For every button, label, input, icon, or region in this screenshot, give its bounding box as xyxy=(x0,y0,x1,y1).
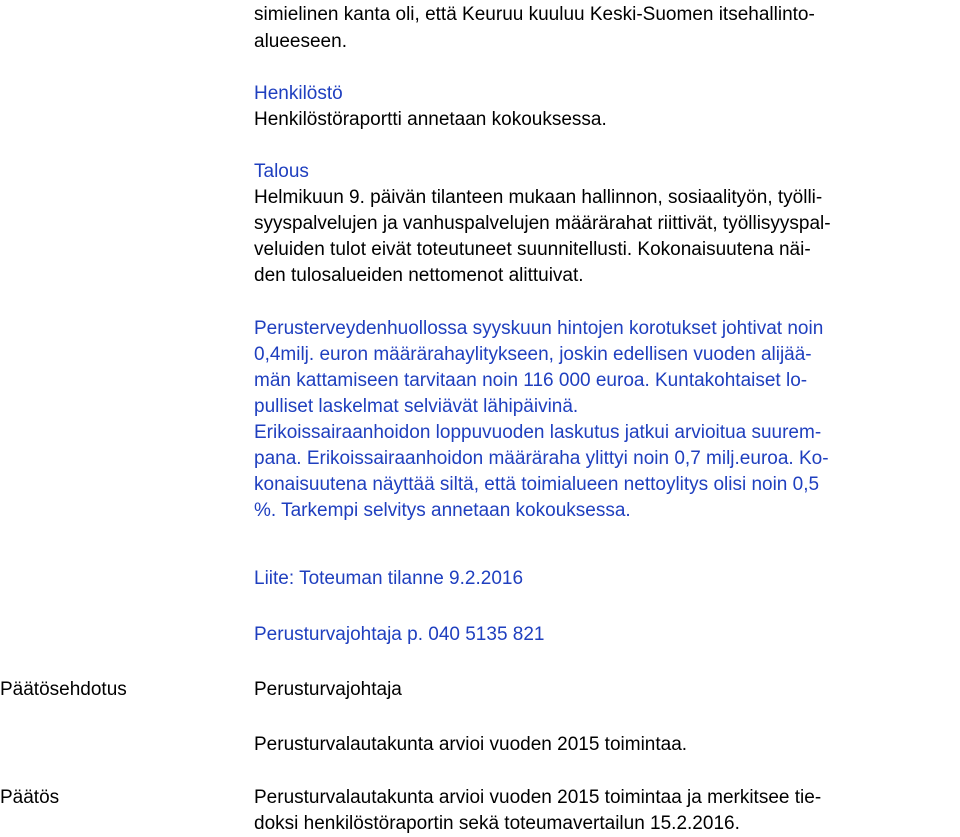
proposal-text: Perusturvalautakunta arvioi vuoden 2015 toimintaa. xyxy=(254,734,688,755)
perusterveys-line-6: pana. Erikoissairaanhoidon määräraha ylittyi noin 0,7 milj.euroa. Ko- xyxy=(254,448,829,469)
talous-line-2: syyspalvelujen ja vanhuspalvelujen määrärahat riittivät, työllisyyspal- xyxy=(254,213,831,234)
paatos-label: Päätös xyxy=(0,787,60,808)
liite-line: Liite: Toteuman tilanne 9.2.2016 xyxy=(254,568,524,589)
perusterveys-line-1: Perusterveydenhuollossa syyskuun hintojen korotukset johtivat noin xyxy=(254,318,824,339)
perusterveys-line-8: %. Tarkempi selvitys annetaan kokouksessa. xyxy=(254,500,631,521)
perusterveys-line-5: Erikoissairaanhoidon loppuvuoden laskutus jatkui arvioitua suurem- xyxy=(254,422,822,443)
intro-line-2: alueeseen. xyxy=(254,31,347,52)
paatosehdotus-label: Päätösehdotus xyxy=(0,679,127,700)
decision-line-1: Perusturvalautakunta arvioi vuoden 2015 toimintaa ja merkitsee tie- xyxy=(254,787,822,808)
talous-heading: Talous xyxy=(254,161,309,182)
henkilosto-heading: Henkilöstö xyxy=(254,83,343,104)
proposer-line: Perusturvajohtaja xyxy=(254,679,402,700)
contact-line: Perusturvajohtaja p. 040 5135 821 xyxy=(254,624,545,645)
perusterveys-line-3: män kattamiseen tarvitaan noin 116 000 euroa. Kuntakohtaiset lo- xyxy=(254,370,808,391)
decision-line-2: doksi henkilöstöraportin sekä toteumavertailun 15.2.2016. xyxy=(254,813,740,834)
perusterveys-line-2: 0,4milj. euron määrärahaylitykseen, joskin edellisen vuoden alijää- xyxy=(254,344,812,365)
talous-line-1: Helmikuun 9. päivän tilanteen mukaan hallinnon, sosiaalityön, työlli- xyxy=(254,187,823,208)
perusterveys-line-4: pulliset laskelmat selviävät lähipäivinä. xyxy=(254,396,579,417)
talous-line-3: veluiden tulot eivät toteutuneet suunnitellusti. Kokonaisuutena näi- xyxy=(254,239,811,260)
talous-line-4: den tulosalueiden nettomenot alittuivat. xyxy=(254,265,584,286)
perusterveys-line-7: konaisuutena näyttää siltä, että toimialueen nettoylitys olisi noin 0,5 xyxy=(254,474,820,495)
intro-line-1: simielinen kanta oli, että Keuruu kuuluu Keski-Suomen itsehallinto- xyxy=(254,4,815,25)
henkilosto-text: Henkilöstöraportti annetaan kokouksessa. xyxy=(254,109,607,130)
